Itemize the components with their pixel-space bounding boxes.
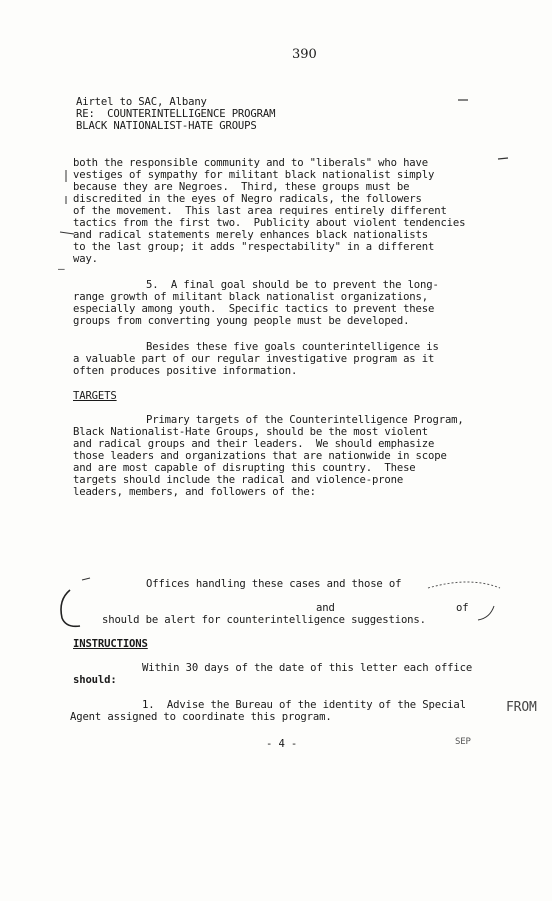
header-line-2: RE: COUNTERINTELLIGENCE PROGRAM [76,108,276,120]
para3-line: a valuable part of our regular investigative program as it [73,353,435,365]
instr-item1-line: 1. Advise the Bureau of the identity of the Special [142,699,466,711]
instructions-line: Within 30 days of the date of this letter each office [142,662,473,674]
para1-line: tactics from the first two. Publicity about violent tendencies [73,217,466,229]
scan-dash-mark: — [58,262,65,275]
para3-line: Besides these five goals counterintelligence is [146,341,439,353]
targets-heading: TARGETS [73,390,117,402]
para2-line: especially among youth. Specific tactics to prevent these [73,303,435,315]
targets-line: Black Nationalist-Hate Groups, should be the most violent [73,426,428,438]
para1-line: way. [73,253,98,265]
para1-line: and radical statements merely enhances black nationalists [73,229,428,241]
para1-line: of the movement. This last area requires entirely different [73,205,447,217]
page-number: 390 [292,47,317,62]
targets-line: Primary targets of the Counterintelligence Program, [146,414,464,426]
stamp-word: FROM [506,700,537,715]
instructions-line: should: [73,674,117,686]
targets-line: those leaders and organizations that are nationwide in scope [73,450,447,462]
header-line-1: Airtel to SAC, Albany [76,96,207,108]
targets-line: targets should include the radical and violence-prone [73,474,404,486]
para1-line: because they are Negroes. Third, these groups must be [73,181,410,193]
para2-line: groups from converting young people must be developed. [73,315,410,327]
header-line-3: BLACK NATIONALIST-HATE GROUPS [76,120,257,132]
targets-line: and are most capable of disrupting this country. These [73,462,416,474]
targets-line: and radical groups and their leaders. We should emphasize [73,438,435,450]
offices-line-3: should be alert for counterintelligence suggestions. [102,614,426,626]
stamp-fragment: SEP [455,737,471,747]
instr-item1-line: Agent assigned to coordinate this program. [70,711,332,723]
offices-and: and [316,602,335,614]
para3-line: often produces positive information. [73,365,298,377]
targets-line: leaders, members, and followers of the: [73,486,316,498]
para2-line: range growth of militant black nationalist organizations, [73,291,428,303]
offices-line-1: Offices handling these cases and those of [146,578,402,590]
para1-line: to the last group; it adds "respectability" in a different [73,241,435,253]
para1-line: discredited in the eyes of Negro radicals, the followers [73,193,422,205]
instructions-heading: INSTRUCTIONS [73,638,148,650]
offices-of: of [456,602,469,614]
para2-line: 5. A final goal should be to prevent the long- [146,279,439,291]
footer-page-number: - 4 - [266,738,298,750]
para1-line: vestiges of sympathy for militant black nationalist simply [73,169,435,181]
para1-line: both the responsible community and to "liberals" who have [73,157,428,169]
